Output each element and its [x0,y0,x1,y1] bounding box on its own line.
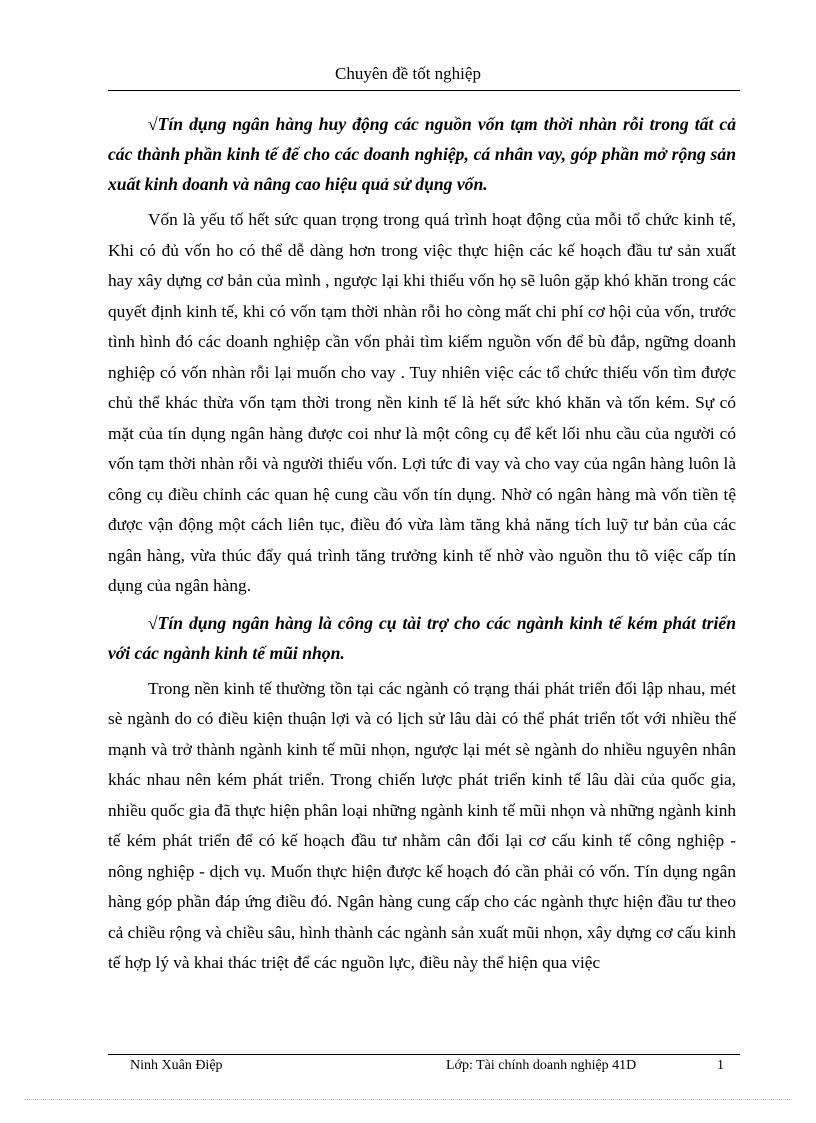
check-mark-icon: √ [148,114,158,134]
section-paragraph: Trong nền kinh tế thường tồn tại các ngành có trạng thái phát triển đối lập nhau, mét sè ngành do có điều kiện thuận lợi và có lịch sử lâu dài có thể phát triển tốt với nhiều thế mạnh và trở thành ngành kinh tế mũi nhọn, ngược lại mét sè ngành do nhiều nguyên nhân khác nhau nên kém phát triển. Trong chiến lược phát triển kinh tế lâu dài của quốc gia, nhiều quốc gia đã thực hiện phân loại những ngành kinh tế mũi nhọn và những ngành kinh tế kém phát triển để có kế hoạch đầu tư nhằm cân đối lại cơ cấu kinh tế công nghiệp - nông nghiệp - dịch vụ. Muốn thực hiện được kế hoạch đó cần phải có vốn. Tín dụng ngân hàng góp phần đáp ứng điều đó. Ngân hàng cung cấp cho các ngành thực hiện đầu tư theo cả chiều rộng và chiều sâu, hình thành các ngành sản xuất mũi nhọn, xây dựng cơ cấu kinh tế hợp lý và khai thác triệt để các nguồn lực, điều này thể hiện qua việc [108,678,736,972]
page-bottom-dotted-line [24,1099,792,1100]
section-paragraph: Vốn là yếu tố hết sức quan trọng trong quá trình hoạt động của mỗi tổ chức kinh tế, Khi có đủ vốn ho có thể dễ dàng hơn trong việc thực hiện các kế hoạch đầu tư sản xuất hay xây dựng cơ bản của mình , ngược lại khi thiếu vốn họ sẽ luôn gặp khó khăn trong các quyết định kinh tế, khi có vốn tạm thời nhàn rỗi ho còng mất chi phí cơ hội của vốn, trước tình hình đó các doanh nghiệp cần vốn phải tìm kiếm nguồn vốn để bù đắp, ngững doanh nghiệp có vốn nhàn rỗi lại muốn cho vay . Tuy nhiên việc các tổ chức thiếu vốn tìm được chủ thể khác thừa vốn tạm thời trong nền kinh tế là hết sức khó khăn và tốn kém. Sự có mặt của tín dụng ngân hàng được coi như là một công cụ để kết lối nhu cầu của người có vốn tạm thời nhàn rỗi và người thiếu vốn. Lợi tức đi vay và cho vay của ngân hàng luôn là công cụ điều chỉnh các quan hệ cung cầu vốn tín dụng. Nhờ có ngân hàng mà vốn tiền tệ được vận động một cách liên tục, điều đó vừa làm tăng khả năng tích luỹ tư bản của các ngân hàng, vừa thúc đẩy quá trình tăng trưởng kinh tế nhờ vào nguồn thu tõ việc cấp tín dụng của ngân hàng. [108,210,736,595]
page-header-title: Chuyên đề tốt nghiệp [335,64,481,83]
footer-rule [108,1054,740,1055]
check-mark-icon: √ [148,612,158,633]
header-rule [108,90,740,91]
section-heading-text: Tín dụng ngân hàng huy động các nguồn vốn tạm thời nhàn rỗi trong tất cả các thành phần kinh tế để cho các doanh nghiệp, cá nhân vay, góp phần mở rộng sản xuất kinh doanh và nâng cao hiệu quả sử dụng vốn. [108,114,736,194]
section-heading [108,109,736,199]
section-heading [108,608,736,668]
footer-page-number: 1 [717,1058,724,1073]
document-body [108,109,736,985]
footer-class-label: Lớp: Tài chính doanh nghiệp 41D [446,1058,637,1073]
section-heading-text: Tín dụng ngân hàng là công cụ tài trợ cho các ngành kinh tế kém phát triển với các ngành kinh tế mũi nhọn. [108,612,736,663]
footer-author: Ninh Xuân Điệp [130,1058,223,1073]
